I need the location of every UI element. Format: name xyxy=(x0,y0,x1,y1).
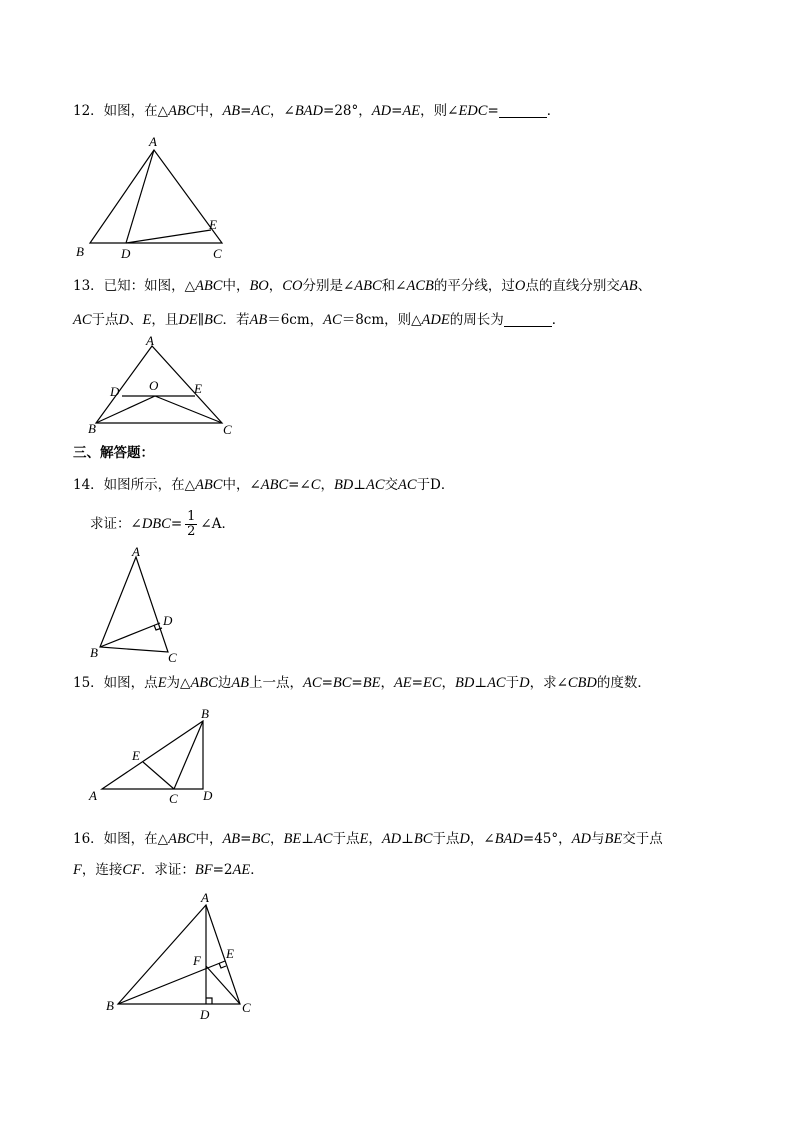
math-variable: BC xyxy=(251,831,271,847)
math-variable: AC xyxy=(323,312,342,328)
label-b: B xyxy=(201,706,209,721)
label-d: D xyxy=(110,384,120,399)
text-segment: ， xyxy=(441,675,456,691)
label-a: A xyxy=(89,788,97,803)
text-segment: 和∠ xyxy=(381,278,407,294)
text-segment: ，∠ xyxy=(469,831,495,847)
math-variable: AB xyxy=(619,278,638,294)
label-a: A xyxy=(132,544,140,559)
segment-bd xyxy=(100,623,160,647)
text-segment: ，连接 xyxy=(81,862,123,878)
text-segment: 的平分线，过 xyxy=(433,278,515,294)
math-variable: AC xyxy=(366,477,385,493)
text-segment: = xyxy=(240,831,252,847)
math-variable: AD xyxy=(381,831,402,847)
text-segment: 中， xyxy=(222,278,250,294)
math-variable: O xyxy=(514,278,526,294)
math-variable: C xyxy=(310,477,321,493)
text-segment: ， xyxy=(368,831,382,847)
proof-prefix: 求证：∠ xyxy=(90,516,142,532)
math-variable: AC xyxy=(303,675,322,691)
math-variable: ABC xyxy=(168,103,196,119)
math-variable: DE xyxy=(178,312,198,328)
text-segment: ． xyxy=(546,103,561,119)
text-segment: ，且 xyxy=(151,312,179,328)
segment-ad xyxy=(126,150,154,243)
math-variable: AC xyxy=(487,675,506,691)
problem-16-figure xyxy=(104,888,264,1028)
math-variable: ABC xyxy=(195,477,223,493)
text-segment: 边 xyxy=(217,675,232,691)
right-angle-mark-e xyxy=(219,963,226,968)
math-variable: E xyxy=(157,675,167,691)
text-segment: 点的直线分别交 xyxy=(525,278,620,294)
problem-15-figure xyxy=(88,705,228,805)
proof-angle: DBC xyxy=(141,516,171,532)
label-d: D xyxy=(203,788,213,803)
text-segment: ＝6cm， xyxy=(267,312,324,328)
math-variable: AD xyxy=(371,103,392,119)
text-segment: =45°， xyxy=(522,831,572,847)
label-e: E xyxy=(194,381,202,396)
math-variable: AC xyxy=(73,312,92,328)
math-variable: EDC xyxy=(458,103,488,119)
problem-14-figure xyxy=(86,545,186,670)
math-variable: BC xyxy=(332,675,352,691)
label-o: O xyxy=(149,378,159,393)
problem-14-proof-line xyxy=(90,504,754,544)
text-segment: ．求证： xyxy=(140,862,195,878)
text-segment: =2 xyxy=(212,862,233,878)
math-variable: E xyxy=(359,831,369,847)
math-variable: ABC xyxy=(260,477,289,493)
text-segment: ．若 xyxy=(222,312,250,328)
math-variable: D xyxy=(519,675,530,691)
math-variable: E xyxy=(142,312,152,328)
text-segment: ． xyxy=(551,312,566,328)
triangle-abc xyxy=(100,557,168,652)
text-segment: ， xyxy=(270,831,284,847)
label-b: B xyxy=(76,244,84,259)
math-variable: AB xyxy=(222,103,241,119)
text-segment: = xyxy=(240,103,252,119)
text-segment: ，∠ xyxy=(270,103,295,119)
label-b: B xyxy=(88,421,96,436)
segment-co xyxy=(155,396,222,423)
text-segment: 、 xyxy=(637,278,652,294)
label-d: D xyxy=(163,613,173,628)
segment-ec xyxy=(143,762,174,789)
math-variable: AC xyxy=(398,477,417,493)
math-variable: BE xyxy=(283,831,302,847)
text-segment: = xyxy=(351,675,363,691)
text-segment: 中， xyxy=(195,831,223,847)
math-variable: ADE xyxy=(421,312,450,328)
label-d: D xyxy=(200,1007,210,1022)
text-segment: ，则∠ xyxy=(420,103,459,119)
text-segment: =∠ xyxy=(288,477,311,493)
text-segment: 于点 xyxy=(432,831,460,847)
label-e: E xyxy=(226,946,234,961)
label-a: A xyxy=(146,333,154,348)
math-variable: BD xyxy=(455,675,475,691)
math-variable: ABC xyxy=(354,278,382,294)
text-segment: ⊥ xyxy=(474,675,488,691)
label-b: B xyxy=(90,645,98,660)
triangle-abc xyxy=(90,150,222,243)
text-segment: 14．如图所示，在△ xyxy=(73,477,196,493)
math-variable: BAD xyxy=(494,831,523,847)
text-segment: 的周长为 xyxy=(449,312,504,328)
math-variable: D xyxy=(459,831,470,847)
right-angle-mark-d xyxy=(206,998,212,1004)
math-variable: CO xyxy=(282,278,303,294)
math-variable: AB xyxy=(249,312,268,328)
text-segment: 上一点， xyxy=(249,675,304,691)
text-segment: 交 xyxy=(384,477,399,493)
text-segment: 16．如图，在△ xyxy=(73,831,169,847)
problem-16-text-line-1 xyxy=(73,829,754,849)
math-variable: ABC xyxy=(168,831,196,847)
label-c: C xyxy=(169,791,178,806)
text-segment: ＝8cm，则△ xyxy=(341,312,422,328)
fraction-denominator: 2 xyxy=(187,523,196,539)
math-variable: AD xyxy=(571,831,591,847)
label-c: C xyxy=(213,246,222,261)
text-segment: =28°， xyxy=(323,103,372,119)
math-variable: D xyxy=(118,312,130,328)
text-segment: 中，∠ xyxy=(222,477,261,493)
text-segment: 13．已知：如图，△ xyxy=(73,278,196,294)
answer-blank xyxy=(499,103,547,118)
math-variable: BF xyxy=(194,862,213,878)
answer-blank xyxy=(504,312,552,327)
text-segment: ⊥ xyxy=(353,477,366,493)
math-variable: BE xyxy=(604,831,623,847)
text-segment: 于 xyxy=(505,675,520,691)
label-f: F xyxy=(193,953,201,968)
problem-12-figure xyxy=(70,130,240,265)
math-variable: AE xyxy=(393,675,412,691)
math-variable: BE xyxy=(362,675,381,691)
text-segment: = xyxy=(411,675,423,691)
text-segment: 于点 xyxy=(91,312,119,328)
math-variable: CBD xyxy=(567,675,597,691)
text-segment: 12．如图，在△ xyxy=(73,103,169,119)
math-variable: AE xyxy=(232,862,251,878)
math-variable: AC xyxy=(251,103,271,119)
problem-15-text-line-1 xyxy=(73,673,754,693)
text-segment: = xyxy=(487,103,499,119)
text-segment: 于点 xyxy=(332,831,360,847)
math-variable: BAD xyxy=(294,103,324,119)
text-segment: 、 xyxy=(129,312,143,328)
section-title: 三、解答题： xyxy=(73,445,154,461)
fraction-one-half xyxy=(185,510,197,539)
label-e: E xyxy=(132,748,140,763)
label-e: E xyxy=(209,217,217,232)
text-segment: ， xyxy=(380,675,394,691)
label-c: C xyxy=(223,422,232,437)
label-c: C xyxy=(242,1000,251,1015)
text-segment: = xyxy=(321,675,333,691)
text-segment: 中， xyxy=(195,103,223,119)
label-b: B xyxy=(106,998,114,1013)
text-segment: 交于点 xyxy=(622,831,663,847)
math-variable: ABC xyxy=(195,278,223,294)
math-variable: AB xyxy=(222,831,241,847)
math-variable: BC xyxy=(413,831,433,847)
math-variable: BO xyxy=(249,278,269,294)
text-segment: 于D． xyxy=(416,477,455,493)
problem-14-text-line-1 xyxy=(73,475,754,495)
text-segment: ⊥ xyxy=(301,831,314,847)
problem-12-text-line-1 xyxy=(73,101,754,121)
math-variable: ACB xyxy=(406,278,434,294)
math-variable: F xyxy=(73,862,82,878)
triangle-abc xyxy=(118,905,240,1004)
text-segment: ∥ xyxy=(197,312,204,328)
label-d: D xyxy=(121,246,131,261)
text-segment: 分别是∠ xyxy=(302,278,355,294)
math-variable: AE xyxy=(402,103,421,119)
problem-13-text-line-1 xyxy=(73,276,754,296)
segment-de xyxy=(126,230,211,243)
problem-13-text-line-2 xyxy=(73,310,754,330)
text-segment: 15．如图，点 xyxy=(73,675,158,691)
math-variable: AC xyxy=(313,831,333,847)
label-a: A xyxy=(149,134,157,149)
fraction-numerator: 1 xyxy=(187,508,196,524)
text-segment: ⊥ xyxy=(401,831,414,847)
text-segment: ， xyxy=(268,278,283,294)
text-segment: ， xyxy=(320,477,334,493)
math-variable: BD xyxy=(333,477,354,493)
label-a: A xyxy=(201,890,209,905)
text-segment: 的度数． xyxy=(596,675,651,691)
label-c: C xyxy=(168,650,177,665)
math-variable: BC xyxy=(203,312,223,328)
text-segment: 为△ xyxy=(166,675,191,691)
problem-16-text-line-2 xyxy=(73,860,754,880)
text-segment: 与 xyxy=(590,831,605,847)
math-variable: AB xyxy=(231,675,250,691)
math-variable: EC xyxy=(422,675,442,691)
proof-eq: = xyxy=(170,516,183,532)
text-segment: = xyxy=(391,103,403,119)
math-variable: ABC xyxy=(190,675,218,691)
proof-suffix: ∠A． xyxy=(200,516,235,532)
math-variable: CF xyxy=(122,862,141,878)
text-segment: ，求∠ xyxy=(529,675,568,691)
problem-13-figure xyxy=(88,333,238,438)
text-segment: ． xyxy=(250,862,264,878)
segment-bo xyxy=(96,396,155,423)
